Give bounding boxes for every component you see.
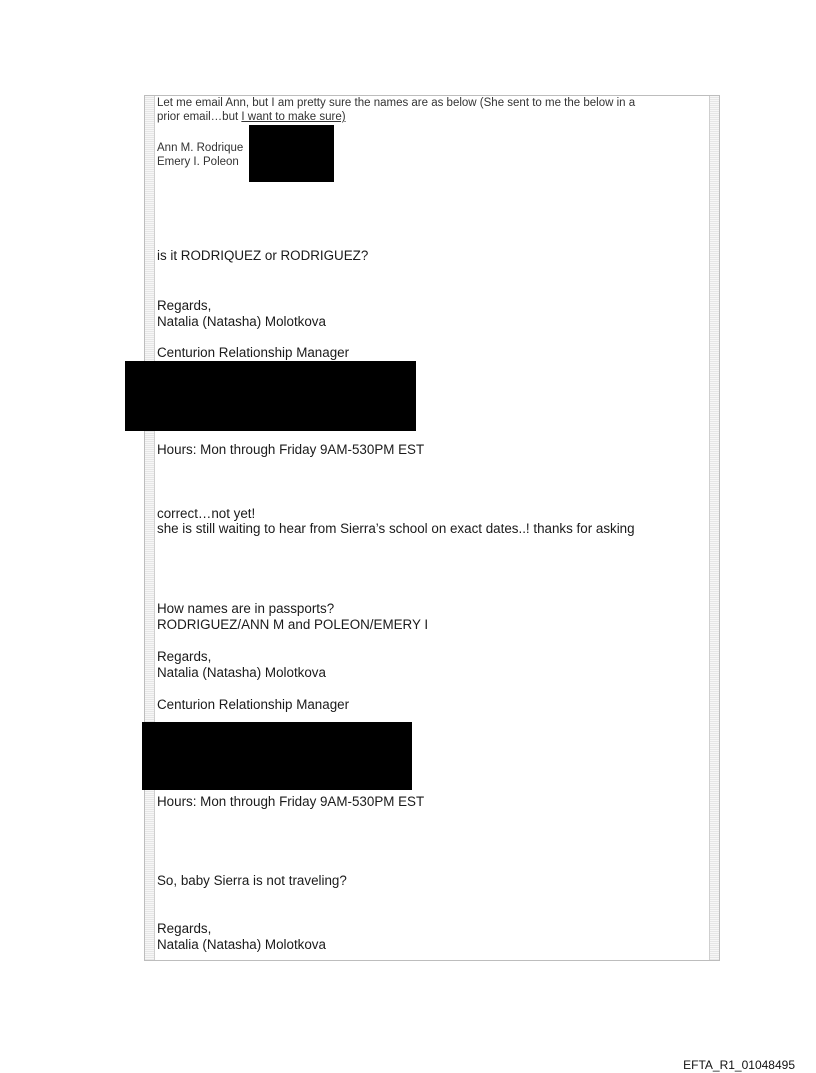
email2-question: is it RODRIQUEZ or RODRIGUEZ? [157, 248, 369, 263]
email1-line2-underlined: I want to make sure) [241, 111, 346, 123]
email1-line2 [157, 111, 346, 124]
left-quote-rail [145, 96, 155, 960]
right-quote-rail [709, 96, 719, 960]
email4-hours: Hours: Mon through Friday 9AM-530PM EST [157, 794, 425, 809]
document-id: EFTA_R1_01048495 [683, 1058, 795, 1072]
email4-regards: Regards, [157, 649, 212, 664]
email1-line2-start: prior email…but [157, 111, 242, 123]
email4-line2: RODRIGUEZ/ANN M and POLEON/EMERY I [157, 617, 429, 632]
email2-title: Centurion Relationship Manager [157, 345, 350, 360]
redaction-block-2 [125, 361, 416, 431]
redaction-block-1 [249, 125, 334, 182]
email1-name1: Ann M. Rodrique [157, 142, 244, 154]
email2-regards: Regards, [157, 298, 212, 313]
email4-title: Centurion Relationship Manager [157, 697, 350, 712]
email3-line1: correct…not yet! [157, 506, 256, 521]
email2-sender: Natalia (Natasha) Molotkova [157, 314, 326, 329]
email2-hours: Hours: Mon through Friday 9AM-530PM EST [157, 442, 425, 457]
email1-name2: Emery I. Poleon [157, 156, 239, 168]
email4-line1: How names are in passports? [157, 601, 335, 616]
email5-sender: Natalia (Natasha) Molotkova [157, 937, 326, 952]
redaction-block-3 [142, 722, 412, 790]
email3-line2: she is still waiting to hear from Sierra’s school on exact dates..! thanks for asking [157, 521, 635, 536]
email1-line1: Let me email Ann, but I am pretty sure the names are as below (She sent to me the below in a [157, 97, 636, 109]
email5-regards: Regards, [157, 921, 212, 936]
email5-question: So, baby Sierra is not traveling? [157, 873, 347, 888]
email4-sender: Natalia (Natasha) Molotkova [157, 665, 326, 680]
